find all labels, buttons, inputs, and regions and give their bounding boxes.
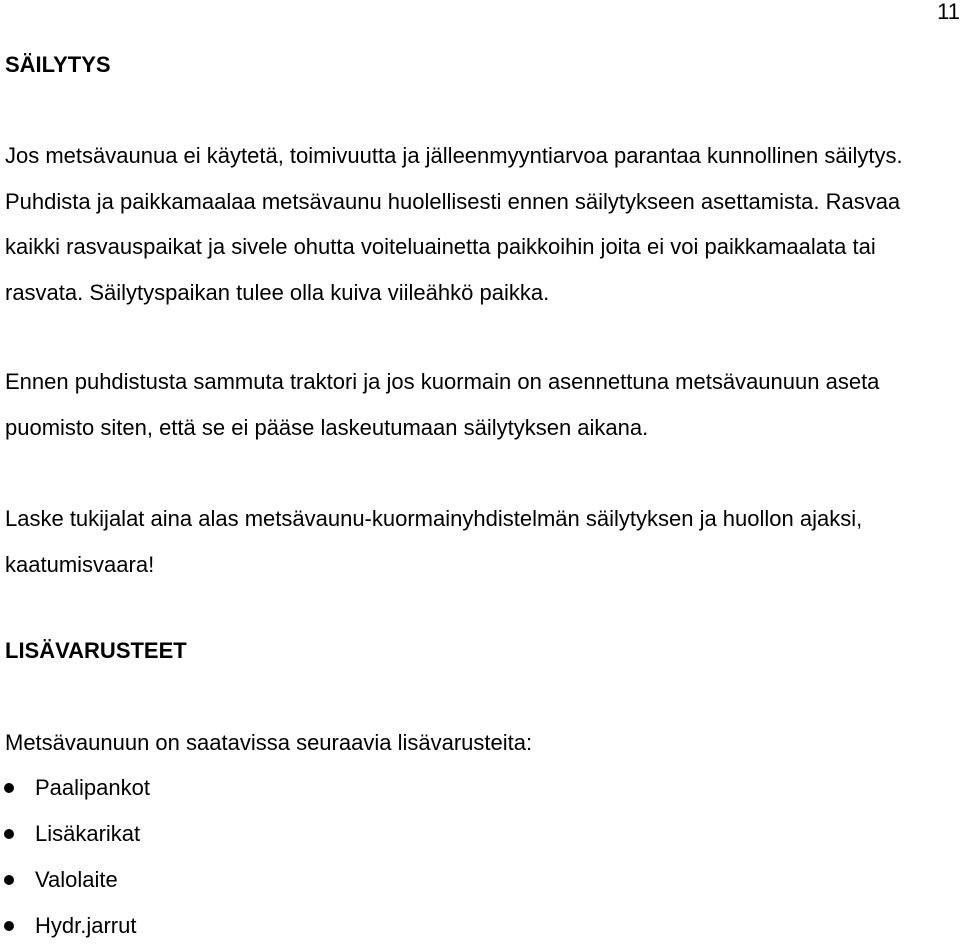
list-item: [0, 857, 150, 903]
list-item-label: Valolaite: [35, 867, 118, 892]
list-item-label: Paalipankot: [35, 775, 150, 800]
bullet-icon: [4, 783, 14, 793]
accessories-intro: Metsävaunuun on saatavissa seuraavia lisävarusteita:: [5, 730, 533, 755]
section-title-accessories: LISÄVARUSTEET: [5, 638, 187, 663]
list-item-label: Lisäkarikat: [35, 821, 141, 846]
bullet-icon: [4, 829, 14, 839]
bullet-icon: [4, 875, 14, 885]
accessories-list: [0, 765, 150, 949]
list-item: [0, 765, 150, 811]
page-number: 11: [937, 0, 960, 24]
list-item: [0, 811, 150, 857]
storage-paragraph-3: Laske tukijalat aina alas metsävaunu-kuormainyhdistelmän säilytyksen ja huollon ajaksi, kaatumisvaara!: [5, 506, 863, 577]
list-item: [0, 903, 150, 949]
storage-paragraph-2: Ennen puhdistusta sammuta traktori ja jos kuormain on asennettuna metsävaunuun aseta puomisto siten, että se ei pääse laskeutumaan säilytyksen aikana.: [5, 369, 880, 440]
section-title-storage: SÄILYTYS: [5, 52, 111, 77]
bullet-icon: [4, 921, 14, 931]
list-item-label: Hydr.jarrut: [35, 913, 137, 938]
storage-paragraph-1: Jos metsävaunua ei käytetä, toimivuutta ja jälleenmyyntiarvoa parantaa kunnollinen säilytys. Puhdista ja paikkamaalaa metsävaunu huolellisesti ennen säilytykseen asettamista. Rasvaa kaikki rasvauspaikat ja sivele ohutta voiteluainetta paikkoihin joita ei voi paikkamaalata tai rasvata. Säilytyspaikan tulee olla kuiva viileähkö paikka.: [5, 143, 903, 305]
